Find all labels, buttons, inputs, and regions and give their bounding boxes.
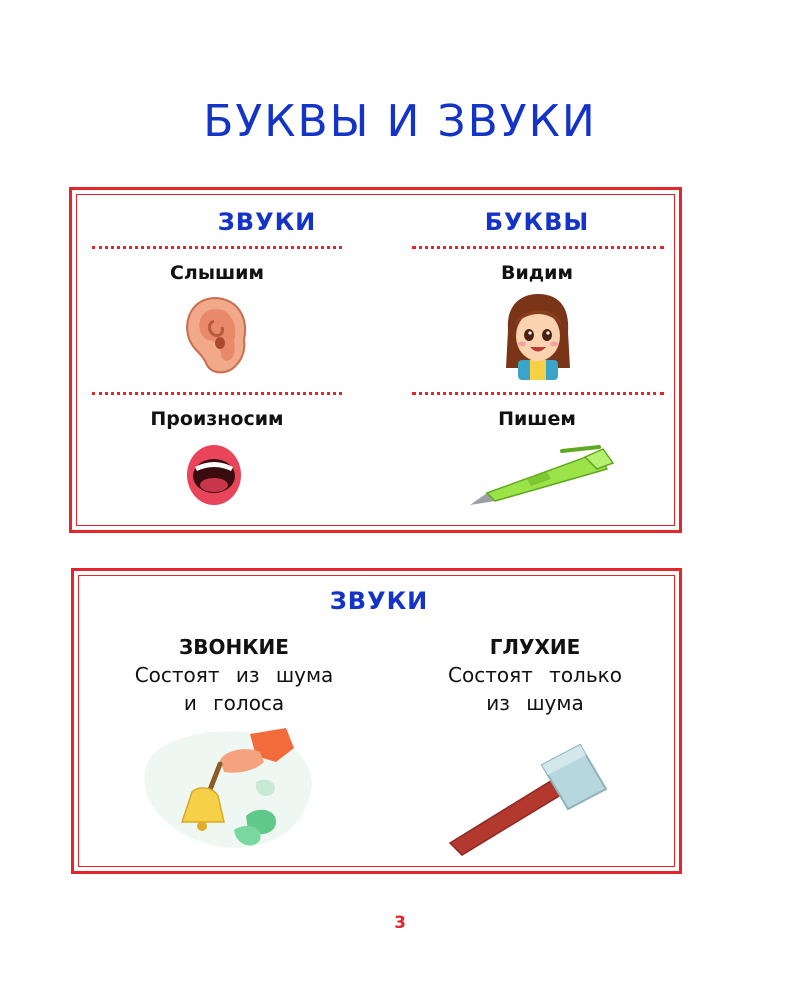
- letters-heading: БУКВЫ: [484, 208, 590, 236]
- girl-face-icon: [500, 290, 576, 382]
- hear-label: Слышим: [169, 262, 265, 284]
- page-title: БУКВЫ И ЗВУКИ: [203, 96, 597, 147]
- voiceless-desc-line2: из шума: [486, 691, 584, 715]
- page-number: 3: [394, 913, 406, 933]
- sounds-box-heading: ЗВУКИ: [329, 587, 429, 615]
- dotted-divider: [92, 392, 342, 395]
- voiced-voiceless-box: [71, 568, 682, 874]
- sounds-letters-comparison-box: [69, 187, 682, 533]
- dotted-divider: [412, 246, 664, 249]
- write-label: Пишем: [498, 408, 576, 430]
- hand-ringing-bell-icon: [136, 726, 326, 856]
- voiced-title: ЗВОНКИЕ: [179, 635, 289, 659]
- ear-icon: [180, 295, 252, 377]
- pronounce-label: Произносим: [150, 408, 284, 430]
- voiced-desc-line2: и голоса: [183, 691, 285, 715]
- see-label: Видим: [501, 262, 573, 284]
- dotted-divider: [412, 392, 664, 395]
- open-mouth-icon: [184, 443, 244, 507]
- dotted-divider: [92, 246, 342, 249]
- voiceless-title: ГЛУХИЕ: [489, 635, 581, 659]
- voiceless-desc-line1: Состоят только: [448, 663, 622, 687]
- voiced-desc-line1: Состоят из шума: [134, 663, 334, 687]
- hammer-icon: [446, 743, 616, 858]
- sounds-heading: ЗВУКИ: [217, 208, 317, 236]
- pen-icon: [467, 445, 617, 507]
